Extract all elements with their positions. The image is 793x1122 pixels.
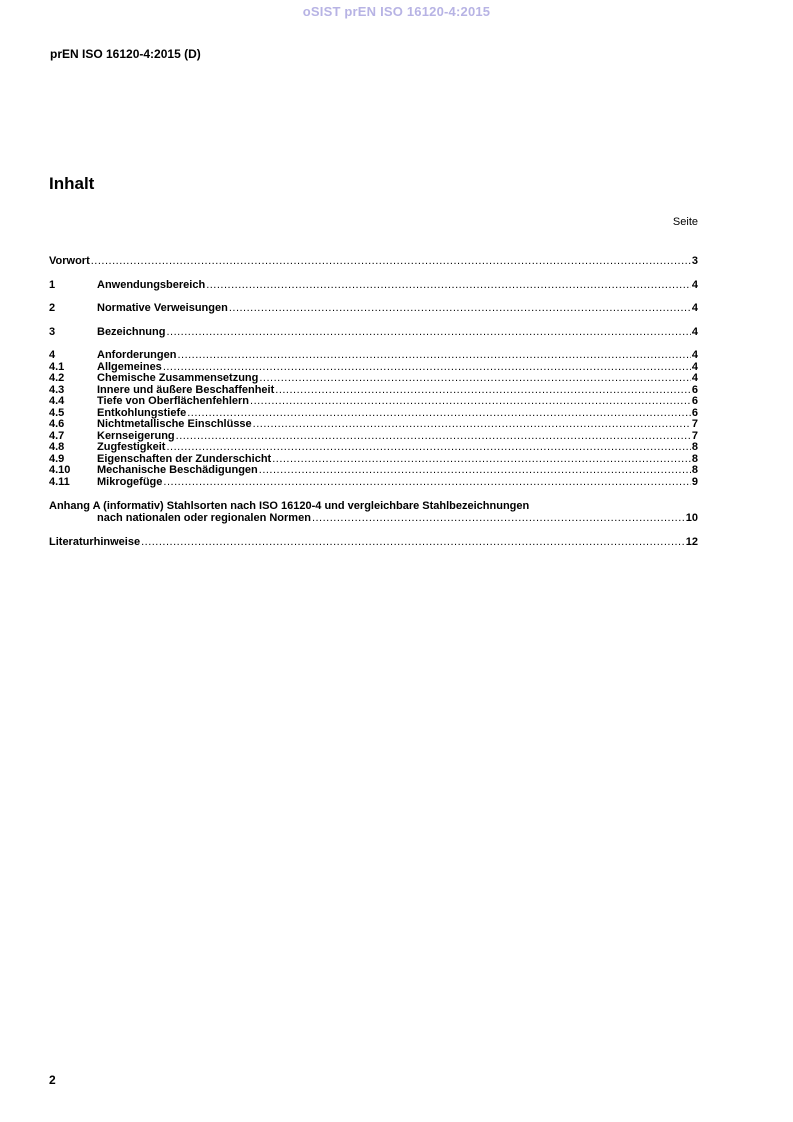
toc-entry-title: Kernseigerung [97,429,175,442]
toc-entry-page: 7 [691,418,698,430]
toc-entry-1[interactable] [49,280,698,292]
toc-entry-page: 4 [691,349,698,361]
toc-entry-page: 8 [691,464,698,476]
toc-entry-page: 4 [691,372,698,384]
toc-entry-title: Mechanische Beschädigungen [97,464,258,476]
toc-entry-page: 4 [691,360,698,373]
toc-entry-number: 1 [49,278,56,291]
toc-entry-page: 6 [691,383,698,396]
toc-entry-number: 4.1 [49,360,65,373]
leader-dots [163,477,690,489]
toc-entry-page: 10 [685,512,698,524]
toc-entry-title: Zugfestigkeit [97,441,166,453]
toc-entry-number: 4.3 [49,383,65,396]
toc-entry-title: Chemische Zusammensetzung [97,372,259,384]
toc-entry-number: 4.6 [49,418,65,430]
toc-entry-title: Normative Verweisungen [97,302,228,314]
toc-entry-number: 4.8 [49,441,65,453]
leader-dots [206,280,691,292]
toc-entry-number: 3 [49,325,56,338]
leader-dots [229,303,691,315]
leader-dots [176,431,691,443]
toc-entry-title: Nichtmetallische Einschlüsse [97,418,252,430]
toc-entry-4-6[interactable] [49,419,698,431]
toc-entry-page: 6 [691,395,698,407]
toc-entry-number: 4.11 [49,475,70,488]
leader-dots [259,465,691,477]
toc-entry-page: 8 [691,441,698,453]
toc-entry-title: Allgemeines [97,360,162,373]
toc-entry-3[interactable] [49,327,698,339]
toc-entry-title: Anforderungen [97,349,177,361]
toc-entry-title: Entkohlungstiefe [97,406,187,419]
toc-entry-4-10[interactable] [49,465,698,477]
toc-entry-title: Anwendungsbereich [97,278,206,291]
leader-dots [166,327,690,339]
toc-entry-page: 6 [691,406,698,419]
toc-entry-vorwort[interactable] [49,256,698,268]
toc-entry-number: 4.7 [49,429,65,442]
toc-entry-title: Bezeichnung [97,325,166,338]
leader-dots [177,350,690,362]
toc-entry-number: 4.9 [49,452,65,465]
leader-dots [187,408,691,420]
page-column-label: Seite [672,216,698,228]
toc-entry-continuation [49,513,698,525]
page-number: 2 [49,1073,56,1087]
leader-dots [166,442,690,454]
leader-dots [91,256,691,268]
toc-entry-4[interactable] [49,350,698,362]
leader-dots [253,419,691,431]
toc-entry-page: 8 [691,452,698,465]
toc-entry-4-8[interactable] [49,442,698,454]
toc-entry-title: Tiefe von Oberflächenfehlern [97,395,250,407]
toc-heading: Inhalt [49,174,95,193]
leader-dots [259,373,691,385]
leader-dots [312,513,685,525]
toc-entry-4-11[interactable] [49,477,698,489]
toc-entry-number: 4 [49,349,56,361]
leader-dots [275,385,691,397]
leader-dots [250,396,691,408]
toc-entry-number: 4.5 [49,406,65,419]
toc-entry-title: Vorwort [49,255,90,267]
toc-entry-number: 4.10 [49,464,71,476]
toc-entry-page: 3 [691,255,698,267]
document-id: prEN ISO 16120-4:2015 (D) [50,47,201,61]
toc-entry-title: Eigenschaften der Zunderschicht [97,452,272,465]
toc-entry-page: 9 [691,475,698,488]
toc-entry-page: 4 [691,325,698,338]
toc-entry-page: 4 [691,278,698,291]
toc-entry-page: 12 [685,535,698,548]
toc-entry-title: Literaturhinweise [49,535,141,548]
table-of-contents [49,256,698,548]
toc-entry-annex-a[interactable] [49,500,698,525]
toc-entry-4-4[interactable] [49,396,698,408]
leader-dots [141,537,685,549]
toc-entry-page: 7 [691,429,698,442]
toc-entry-page: 4 [691,302,698,314]
leader-dots [272,454,691,466]
toc-entry-number: 4.2 [49,372,65,384]
toc-entry-title: Anhang A (informativ) Stahlsorten nach ISO 16120-4 und vergleichbare Stahlbezeichnungen [49,500,530,512]
toc-entry-literatur[interactable] [49,537,698,549]
toc-entry-2[interactable] [49,303,698,315]
watermark: oSIST prEN ISO 16120-4:2015 [302,4,491,19]
toc-entry-number: 2 [49,302,56,314]
toc-entry-title-continued: nach nationalen oder regionalen Normen [97,512,311,524]
toc-entry-title: Mikrogefüge [97,475,163,488]
toc-entry-4-2[interactable] [49,373,698,385]
toc-entry-title: Innere und äußere Beschaffenheit [97,383,275,396]
toc-entry-number: 4.4 [49,395,65,407]
